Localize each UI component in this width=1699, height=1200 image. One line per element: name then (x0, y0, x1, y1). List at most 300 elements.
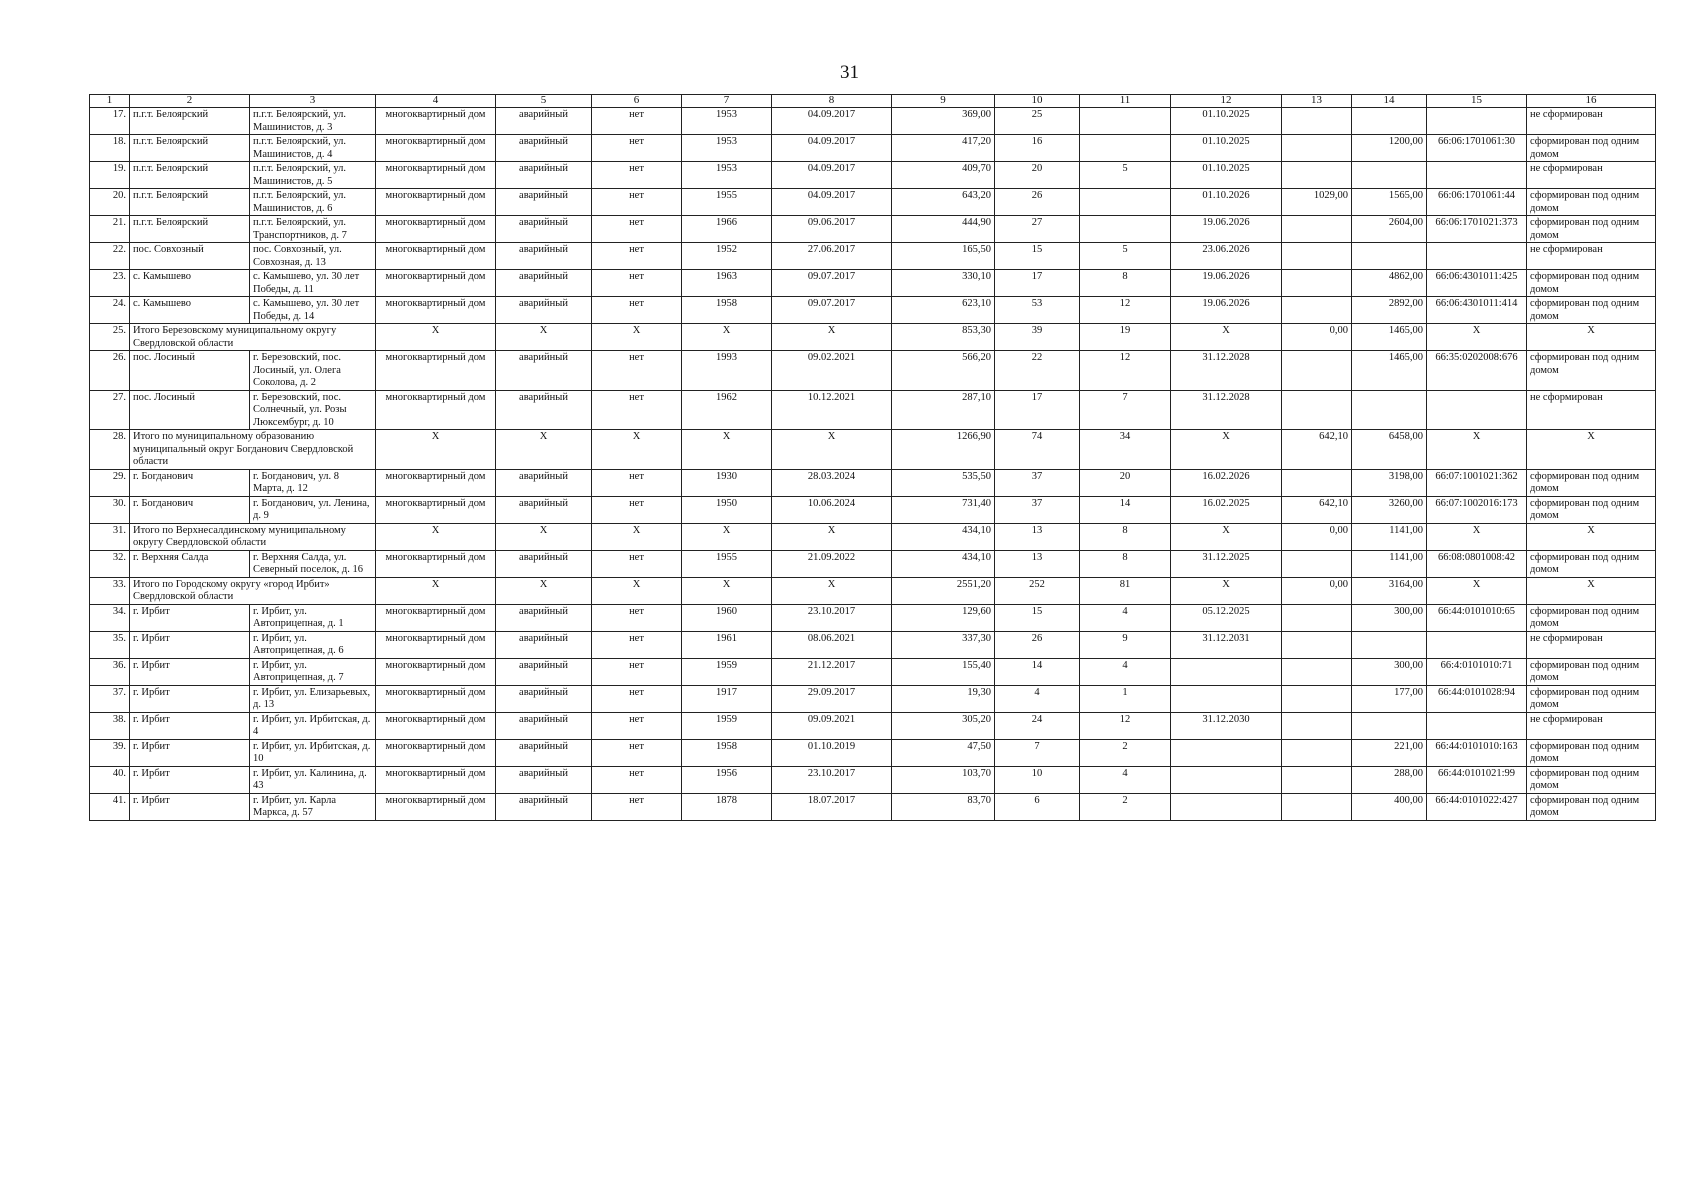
table-cell: 31.12.2028 (1171, 351, 1282, 391)
table-cell: 1953 (682, 108, 772, 135)
table-cell: г. Ирбит, ул. Карла Маркса, д. 57 (250, 793, 376, 820)
table-cell: 2604,00 (1352, 216, 1427, 243)
table-cell: 23.10.2017 (772, 766, 892, 793)
table-cell: 66:44:0101010:65 (1427, 604, 1527, 631)
table-cell: 66:44:0101010:163 (1427, 739, 1527, 766)
table-cell: 221,00 (1352, 739, 1427, 766)
table-cell: X (1527, 430, 1656, 470)
table-cell (1427, 243, 1527, 270)
table-cell: г. Ирбит, ул. Ирбитская, д. 10 (250, 739, 376, 766)
table-cell: 13 (995, 550, 1080, 577)
table-cell: 37 (995, 496, 1080, 523)
table-cell: 20. (90, 189, 130, 216)
table-cell: аварийный (496, 189, 592, 216)
table-cell: 1953 (682, 135, 772, 162)
table-cell: 14 (1080, 496, 1171, 523)
table-cell: 17 (995, 390, 1080, 430)
page-number: 31 (840, 62, 859, 83)
column-number-header: 15 (1427, 95, 1527, 108)
table-cell: пос. Лосиный (130, 351, 250, 391)
table-cell: 300,00 (1352, 658, 1427, 685)
table-cell: сформирован под одним домом (1527, 351, 1656, 391)
table-cell: сформирован под одним домом (1527, 793, 1656, 820)
table-cell: нет (592, 243, 682, 270)
table-cell: 17. (90, 108, 130, 135)
housing-registry-table (89, 94, 1656, 821)
table-cell: 1917 (682, 685, 772, 712)
table-cell: 1141,00 (1352, 523, 1427, 550)
subtotal-label: Итого Березовскому муниципальному округу Свердловской области (130, 324, 376, 351)
table-cell: пос. Совхозный, ул. Совхозная, д. 13 (250, 243, 376, 270)
table-cell: X (772, 324, 892, 351)
table-cell (1282, 739, 1352, 766)
table-cell (1282, 351, 1352, 391)
table-cell: 05.12.2025 (1171, 604, 1282, 631)
table-cell: аварийный (496, 351, 592, 391)
table-cell: 1960 (682, 604, 772, 631)
column-number-header: 1 (90, 95, 130, 108)
table-cell: 1930 (682, 469, 772, 496)
table-cell: 252 (995, 577, 1080, 604)
table-cell: 444,90 (892, 216, 995, 243)
table-cell (1282, 712, 1352, 739)
table-cell: 16 (995, 135, 1080, 162)
table-cell: 15 (995, 243, 1080, 270)
table-cell: 6 (995, 793, 1080, 820)
table-cell: X (376, 523, 496, 550)
table-cell: 0,00 (1282, 577, 1352, 604)
table-cell: X (496, 324, 592, 351)
table-cell: X (1427, 324, 1527, 351)
table-cell: 27. (90, 390, 130, 430)
table-cell: 01.10.2026 (1171, 189, 1282, 216)
table-cell: 0,00 (1282, 324, 1352, 351)
table-cell: 642,10 (1282, 496, 1352, 523)
table-cell: 30. (90, 496, 130, 523)
table-cell: 8 (1080, 270, 1171, 297)
table-cell: г. Богданович (130, 469, 250, 496)
table-cell: аварийный (496, 243, 592, 270)
table-row (90, 631, 1656, 658)
table-cell: 19.06.2026 (1171, 216, 1282, 243)
subtotal-row (90, 577, 1656, 604)
table-row (90, 604, 1656, 631)
table-cell: 37 (995, 469, 1080, 496)
table-cell: нет (592, 550, 682, 577)
table-cell: нет (592, 739, 682, 766)
table-cell: многоквартирный дом (376, 631, 496, 658)
table-cell: 31.12.2028 (1171, 390, 1282, 430)
table-cell: 40. (90, 766, 130, 793)
table-cell: X (1427, 523, 1527, 550)
table-cell: 12 (1080, 351, 1171, 391)
table-cell: 3164,00 (1352, 577, 1427, 604)
table-cell: X (682, 523, 772, 550)
table-cell: 31.12.2025 (1171, 550, 1282, 577)
table-cell: 66:44:0101028:94 (1427, 685, 1527, 712)
subtotal-label: Итого по Городскому округу «город Ирбит» Свердловской области (130, 577, 376, 604)
table-cell: X (1527, 577, 1656, 604)
table-cell: аварийный (496, 108, 592, 135)
table-cell: г. Верхняя Салда, ул. Северный поселок, д. 16 (250, 550, 376, 577)
table-cell: 01.10.2025 (1171, 108, 1282, 135)
table-cell: 66:4:0101010:71 (1427, 658, 1527, 685)
table-cell: п.г.т. Белоярский (130, 135, 250, 162)
table-cell: 19 (1080, 324, 1171, 351)
table-cell: 28. (90, 430, 130, 470)
table-cell: 1956 (682, 766, 772, 793)
table-cell: п.г.т. Белоярский, ул. Машинистов, д. 6 (250, 189, 376, 216)
table-cell: 4862,00 (1352, 270, 1427, 297)
table-cell (1352, 390, 1427, 430)
table-cell: 417,20 (892, 135, 995, 162)
table-cell: 4 (1080, 658, 1171, 685)
table-cell: аварийный (496, 550, 592, 577)
table-cell: сформирован под одним домом (1527, 658, 1656, 685)
table-cell: сформирован под одним домом (1527, 766, 1656, 793)
table-cell: 623,10 (892, 297, 995, 324)
table-cell: 74 (995, 430, 1080, 470)
table-cell: 09.06.2017 (772, 216, 892, 243)
table-cell: 28.03.2024 (772, 469, 892, 496)
table-cell: 4 (1080, 604, 1171, 631)
table-row (90, 550, 1656, 577)
table-cell: 1961 (682, 631, 772, 658)
table-cell: X (1171, 577, 1282, 604)
table-cell: 41. (90, 793, 130, 820)
column-number-header: 12 (1171, 95, 1282, 108)
table-cell: нет (592, 712, 682, 739)
table-cell: 5 (1080, 162, 1171, 189)
table-cell: 1465,00 (1352, 324, 1427, 351)
table-cell: сформирован под одним домом (1527, 550, 1656, 577)
table-cell: п.г.т. Белоярский, ул. Машинистов, д. 5 (250, 162, 376, 189)
table-cell: 23. (90, 270, 130, 297)
table-cell: 177,00 (1352, 685, 1427, 712)
table-cell: 22 (995, 351, 1080, 391)
table-cell: 4 (995, 685, 1080, 712)
table-cell: 8 (1080, 523, 1171, 550)
table-cell: многоквартирный дом (376, 162, 496, 189)
table-cell: 01.10.2025 (1171, 135, 1282, 162)
table-cell: X (1527, 523, 1656, 550)
table-row (90, 216, 1656, 243)
table-cell: п.г.т. Белоярский (130, 108, 250, 135)
table-cell: 4 (1080, 766, 1171, 793)
table-cell (1282, 631, 1352, 658)
table-cell: пос. Совхозный (130, 243, 250, 270)
table-cell: нет (592, 631, 682, 658)
table-cell: 21.09.2022 (772, 550, 892, 577)
table-cell: 12 (1080, 712, 1171, 739)
table-cell: 04.09.2017 (772, 108, 892, 135)
table-cell: 300,00 (1352, 604, 1427, 631)
table-cell: 66:06:1701021:373 (1427, 216, 1527, 243)
table-cell: 31. (90, 523, 130, 550)
table-cell: нет (592, 793, 682, 820)
table-cell: сформирован под одним домом (1527, 297, 1656, 324)
table-cell: г. Верхняя Салда (130, 550, 250, 577)
table-cell: 53 (995, 297, 1080, 324)
table-cell: 29. (90, 469, 130, 496)
table-cell: 155,40 (892, 658, 995, 685)
table-cell: аварийный (496, 685, 592, 712)
table-cell (1352, 243, 1427, 270)
table-cell: 129,60 (892, 604, 995, 631)
table-cell: 39 (995, 324, 1080, 351)
table-cell: 566,20 (892, 351, 995, 391)
table-cell: 22. (90, 243, 130, 270)
table-cell: 09.02.2021 (772, 351, 892, 391)
table-cell: многоквартирный дом (376, 189, 496, 216)
table-cell: 13 (995, 523, 1080, 550)
table-cell: г. Ирбит (130, 766, 250, 793)
table-cell: п.г.т. Белоярский, ул. Машинистов, д. 3 (250, 108, 376, 135)
table-cell: 1952 (682, 243, 772, 270)
table-cell: сформирован под одним домом (1527, 189, 1656, 216)
table-cell: X (496, 577, 592, 604)
table-cell: X (772, 523, 892, 550)
table-cell: 29.09.2017 (772, 685, 892, 712)
table-cell: аварийный (496, 297, 592, 324)
table-cell: 09.07.2017 (772, 297, 892, 324)
table-row (90, 390, 1656, 430)
table-cell: многоквартирный дом (376, 766, 496, 793)
table-cell: нет (592, 162, 682, 189)
table-cell: X (682, 430, 772, 470)
column-number-header: 5 (496, 95, 592, 108)
table-row (90, 712, 1656, 739)
table-cell: 66:06:4301011:425 (1427, 270, 1527, 297)
table-row (90, 766, 1656, 793)
table-cell: 33. (90, 577, 130, 604)
table-cell: X (592, 324, 682, 351)
table-cell: г. Ирбит (130, 793, 250, 820)
table-cell: 1962 (682, 390, 772, 430)
table-cell: 1878 (682, 793, 772, 820)
table-cell: г. Березовский, пос. Солнечный, ул. Розы Люксембург, д. 10 (250, 390, 376, 430)
table-cell: 1266,90 (892, 430, 995, 470)
table-cell: г. Ирбит, ул. Калинина, д. 43 (250, 766, 376, 793)
table-cell: многоквартирный дом (376, 712, 496, 739)
table-cell: 04.09.2017 (772, 189, 892, 216)
table-cell: 18.07.2017 (772, 793, 892, 820)
table-cell: сформирован под одним домом (1527, 135, 1656, 162)
table-cell: сформирован под одним домом (1527, 270, 1656, 297)
table-cell: 7 (1080, 390, 1171, 430)
table-cell: 1 (1080, 685, 1171, 712)
table-cell: 20 (1080, 469, 1171, 496)
table-cell: X (772, 577, 892, 604)
table-cell: г. Ирбит, ул. Автоприцепная, д. 6 (250, 631, 376, 658)
table-cell: г. Ирбит (130, 604, 250, 631)
table-cell: 642,10 (1282, 430, 1352, 470)
table-cell (1282, 216, 1352, 243)
table-cell: многоквартирный дом (376, 793, 496, 820)
table-cell: 9 (1080, 631, 1171, 658)
table-cell: 330,10 (892, 270, 995, 297)
table-cell: не сформирован (1527, 162, 1656, 189)
table-cell (1282, 270, 1352, 297)
table-cell: 66:44:0101021:99 (1427, 766, 1527, 793)
table-cell: 7 (995, 739, 1080, 766)
table-cell: 1200,00 (1352, 135, 1427, 162)
table-cell: многоквартирный дом (376, 297, 496, 324)
table-cell: X (1171, 430, 1282, 470)
table-row (90, 351, 1656, 391)
table-cell: многоквартирный дом (376, 658, 496, 685)
table-cell (1427, 712, 1527, 739)
table-cell: 853,30 (892, 324, 995, 351)
table-cell: аварийный (496, 270, 592, 297)
table-cell: 66:07:1002016:173 (1427, 496, 1527, 523)
table-cell: п.г.т. Белоярский (130, 189, 250, 216)
table-cell (1352, 162, 1427, 189)
table-cell: аварийный (496, 390, 592, 430)
table-cell: 305,20 (892, 712, 995, 739)
table-cell: 1993 (682, 351, 772, 391)
table-cell: 8 (1080, 550, 1171, 577)
table-cell (1282, 162, 1352, 189)
table-cell: 409,70 (892, 162, 995, 189)
table-cell: 83,70 (892, 793, 995, 820)
table-cell: не сформирован (1527, 712, 1656, 739)
table-cell: многоквартирный дом (376, 739, 496, 766)
table-cell (1352, 712, 1427, 739)
table-cell: многоквартирный дом (376, 351, 496, 391)
table-cell: X (376, 577, 496, 604)
table-cell: X (496, 430, 592, 470)
subtotal-row (90, 324, 1656, 351)
table-row (90, 469, 1656, 496)
table-cell: г. Ирбит (130, 712, 250, 739)
column-number-header: 9 (892, 95, 995, 108)
table-cell: 10 (995, 766, 1080, 793)
table-cell: 09.07.2017 (772, 270, 892, 297)
table-cell: с. Камышево (130, 297, 250, 324)
column-number-row (90, 95, 1656, 108)
table-cell: 32. (90, 550, 130, 577)
table-cell: п.г.т. Белоярский (130, 162, 250, 189)
table-cell: не сформирован (1527, 243, 1656, 270)
table-cell: нет (592, 496, 682, 523)
table-cell (1427, 631, 1527, 658)
table-cell (1282, 793, 1352, 820)
table-cell (1352, 108, 1427, 135)
table-cell: многоквартирный дом (376, 108, 496, 135)
table-cell: 1141,00 (1352, 550, 1427, 577)
table-cell: 16.02.2025 (1171, 496, 1282, 523)
table-cell: 26 (995, 631, 1080, 658)
table-cell: 81 (1080, 577, 1171, 604)
table-cell: 18. (90, 135, 130, 162)
table-cell: нет (592, 297, 682, 324)
table-cell (1427, 390, 1527, 430)
table-cell: г. Богданович, ул. Ленина, д. 9 (250, 496, 376, 523)
table-cell: аварийный (496, 739, 592, 766)
table-cell: 1950 (682, 496, 772, 523)
table-cell (1171, 793, 1282, 820)
table-cell: 66:07:1001021:362 (1427, 469, 1527, 496)
column-number-header: 16 (1527, 95, 1656, 108)
table-cell: 2551,20 (892, 577, 995, 604)
table-cell: 2 (1080, 739, 1171, 766)
table-cell: аварийный (496, 604, 592, 631)
table-cell (1171, 766, 1282, 793)
table-cell (1080, 108, 1171, 135)
table-cell: X (1527, 324, 1656, 351)
table-cell: 26. (90, 351, 130, 391)
table-cell: г. Богданович, ул. 8 Марта, д. 12 (250, 469, 376, 496)
column-number-header: 11 (1080, 95, 1171, 108)
table-cell: п.г.т. Белоярский (130, 216, 250, 243)
table-cell: 38. (90, 712, 130, 739)
table-cell: многоквартирный дом (376, 496, 496, 523)
table-cell: нет (592, 604, 682, 631)
table-row (90, 658, 1656, 685)
table-cell: 1955 (682, 189, 772, 216)
subtotal-label: Итого по Верхнесалдинскому муниципальному округу Свердловской области (130, 523, 376, 550)
table-cell (1282, 469, 1352, 496)
table-cell (1282, 243, 1352, 270)
table-cell: многоквартирный дом (376, 135, 496, 162)
table-cell: 66:06:4301011:414 (1427, 297, 1527, 324)
table-cell: аварийный (496, 216, 592, 243)
table-cell: 3198,00 (1352, 469, 1427, 496)
table-cell: 1959 (682, 712, 772, 739)
table-cell: 23.10.2017 (772, 604, 892, 631)
table-cell: 66:06:1701061:44 (1427, 189, 1527, 216)
table-cell: 31.12.2030 (1171, 712, 1282, 739)
table-cell: 27.06.2017 (772, 243, 892, 270)
table-cell: многоквартирный дом (376, 550, 496, 577)
table-cell: сформирован под одним домом (1527, 496, 1656, 523)
table-cell: 66:44:0101022:427 (1427, 793, 1527, 820)
table-cell: нет (592, 390, 682, 430)
column-number-header: 8 (772, 95, 892, 108)
table-cell (1282, 550, 1352, 577)
table-cell: 01.10.2025 (1171, 162, 1282, 189)
table-cell: п.г.т. Белоярский, ул. Машинистов, д. 4 (250, 135, 376, 162)
table-cell: г. Ирбит (130, 631, 250, 658)
column-number-header: 3 (250, 95, 376, 108)
table-cell: аварийный (496, 658, 592, 685)
table-cell (1171, 739, 1282, 766)
table-cell: многоквартирный дом (376, 243, 496, 270)
table-cell: г. Ирбит, ул. Елизарьевых, д. 13 (250, 685, 376, 712)
table-cell (1352, 631, 1427, 658)
table-cell: 2892,00 (1352, 297, 1427, 324)
table-cell: г. Ирбит (130, 658, 250, 685)
table-cell: нет (592, 685, 682, 712)
table-row (90, 297, 1656, 324)
table-cell: 731,40 (892, 496, 995, 523)
table-cell: 66:08:0801008:42 (1427, 550, 1527, 577)
table-cell: 20 (995, 162, 1080, 189)
table-cell: X (682, 324, 772, 351)
table-cell: 21.12.2017 (772, 658, 892, 685)
table-cell: сформирован под одним домом (1527, 604, 1656, 631)
table-cell: не сформирован (1527, 108, 1656, 135)
table-cell: X (592, 430, 682, 470)
table-cell: 434,10 (892, 523, 995, 550)
table-cell: 19,30 (892, 685, 995, 712)
table-cell: 31.12.2031 (1171, 631, 1282, 658)
table-cell: аварийный (496, 469, 592, 496)
table-cell: нет (592, 108, 682, 135)
table-cell: не сформирован (1527, 390, 1656, 430)
table-cell: аварийный (496, 496, 592, 523)
